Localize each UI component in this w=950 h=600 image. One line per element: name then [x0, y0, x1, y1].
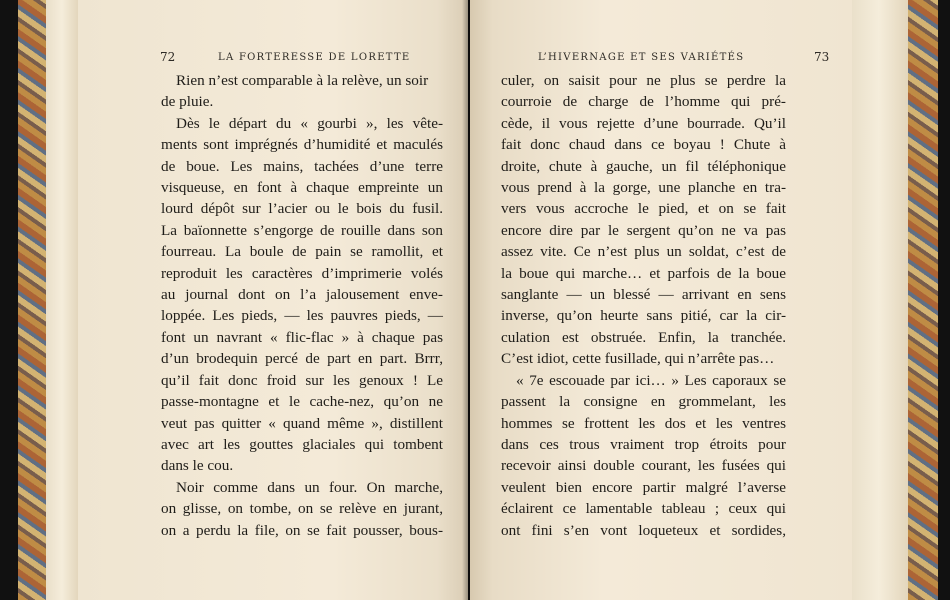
text-line: ments sont imprégnés d’humidité et maculés	[161, 136, 443, 154]
text-line: qu’il fait donc froid sur les genoux ! Le	[161, 371, 443, 389]
running-head: LA FORTERESSE DE LORETTE	[218, 52, 411, 63]
text-line: visqueuse, en font à chaque empreinte un	[161, 179, 443, 197]
text-line: passent la consigne en grommelant, les	[501, 393, 786, 411]
text-line: avec art les gouttes glaciales qui tombent	[161, 435, 443, 453]
text-line: encore dire par le sergent qu’on ne va pas	[501, 221, 786, 239]
text-line: veut pas quitter « quand même », distillent	[161, 414, 443, 432]
text-line: recevoir ainsi double courant, les fusées qui	[501, 457, 786, 475]
text-line: droite, chute à gauche, un fil téléphonique	[501, 157, 786, 175]
text-line: hommes se frottent les dos et les ventres	[501, 414, 786, 432]
text-line: dans le cou.	[161, 457, 234, 475]
text-line: lourd dépôt sur l’acier ou le bois du fusil.	[161, 200, 443, 218]
text-line: Dès le départ du « gourbi », les vête-	[176, 114, 443, 132]
text-line: ont fini s’en vont loqueteux et sordides,	[501, 521, 786, 539]
text-line: fourreau. La boule de pain se ramollit, et	[161, 243, 443, 261]
right-page	[470, 0, 852, 600]
text-line: de boue. Les mains, tachées d’une terre	[161, 157, 443, 175]
left-page-header	[160, 50, 452, 68]
left-page	[78, 0, 468, 600]
text-line: passe-montagne et le cache-nez, qu’on ne	[161, 393, 443, 411]
text-line: courroie de charge de l’homme qui pré-	[501, 93, 786, 111]
marbled-edge-left	[18, 0, 46, 600]
text-line: C’est idiot, cette fusillade, qui n’arrête pas…	[501, 350, 775, 368]
text-line: dans ces trous vraiment trop étroits pour	[501, 435, 786, 453]
right-page-text	[501, 70, 786, 541]
text-line: on glisse, on tombe, on se relève en jurant,	[161, 500, 443, 518]
text-line: éclairent ce lamentable tableau ; ceux qui	[501, 500, 786, 518]
text-line: assez vite. Ce n’est plus un soldat, c’est de	[501, 243, 786, 261]
text-line: d’un brodequin percé de part en part. Brrr,	[161, 350, 443, 368]
text-line: La baïonnette s’engorge de rouille dans son	[161, 221, 443, 239]
text-line: font un navrant « flic-flac » à chaque pas	[161, 328, 443, 346]
left-page-text	[161, 70, 443, 541]
text-line: inverse, qu’on heurte sans pitié, car la cir-	[501, 307, 786, 325]
text-line: la boue qui marche… et parfois de la boue	[501, 264, 786, 282]
text-line: fait donc chaud dans ce boyau ! Chute à	[501, 136, 786, 154]
page-edges-left	[46, 0, 78, 600]
page-number: 73	[814, 50, 830, 64]
text-line: Rien n’est comparable à la relève, un soir	[176, 72, 429, 89]
page-number: 72	[160, 50, 176, 64]
marbled-edge-right	[908, 0, 938, 600]
right-page-header	[538, 50, 830, 68]
text-line: Noir comme dans un four. On marche,	[176, 478, 443, 496]
text-line: « 7e escouade par ici… » Les caporaux se	[516, 371, 786, 389]
text-line: de pluie.	[161, 93, 214, 111]
text-line: loppée. Les pieds, — les pauvres pieds, —	[161, 307, 443, 325]
text-line: vers vous accroche le pied, et on se fait	[501, 200, 786, 218]
text-line: veulent bien encore partir malgré l’averse	[501, 478, 786, 496]
text-line: vous prend à la gorge, une planche en tra-	[501, 179, 786, 197]
page-edges-right	[850, 0, 908, 600]
text-line: cède, il vous rejette d’une bourrade. Qu’il	[501, 114, 786, 132]
text-line: reproduit les caractères d’imprimerie volés	[161, 264, 443, 282]
text-line: on a perdu la file, on se fait pousser, bous-	[161, 521, 443, 539]
text-line: culer, on saisit pour ne plus se perdre la	[501, 72, 786, 89]
text-line: culation est obstruée. Enfin, la tranchée.	[501, 328, 786, 346]
running-head: L’HIVERNAGE ET SES VARIÉTÉS	[538, 52, 745, 63]
text-line: sanglante — un blessé — arrivant en sens	[501, 286, 786, 304]
text-line: au journal dont on l’a jalousement enve-	[161, 286, 443, 304]
